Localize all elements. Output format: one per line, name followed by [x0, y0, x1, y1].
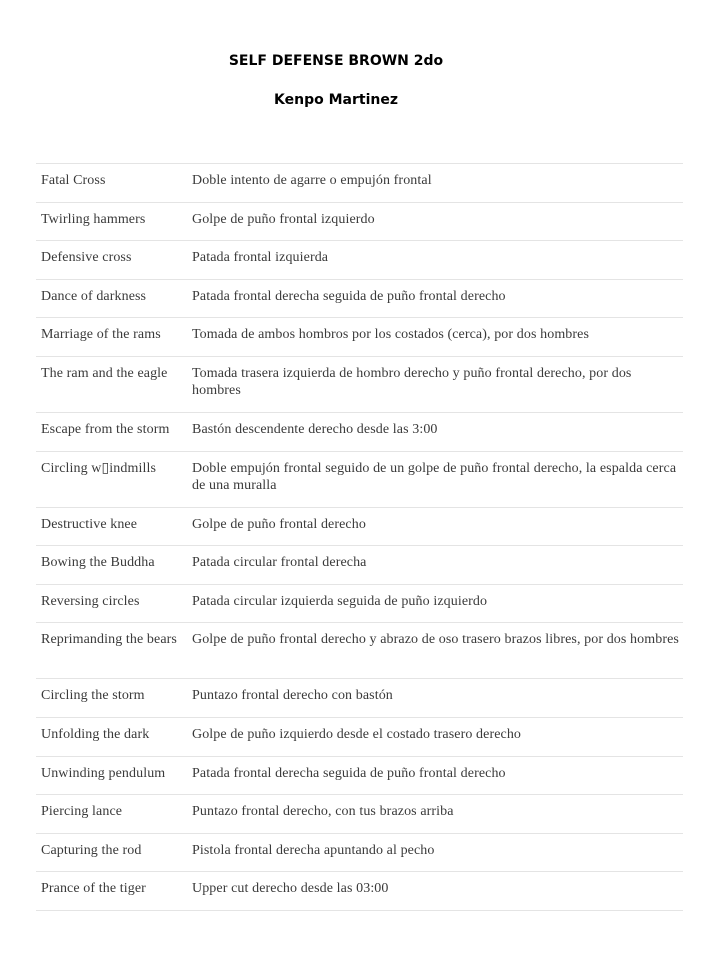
- technique-description: Golpe de puño izquierdo desde el costado trasero derecho: [192, 726, 522, 742]
- technique-description: Puntazo frontal derecho, con tus brazos arriba: [192, 804, 454, 820]
- technique-name: Capturing the rod: [41, 842, 142, 858]
- technique-name: Prance of the tiger: [41, 881, 146, 897]
- technique-description: Patada circular izquierda seguida de puño izquierdo: [192, 593, 488, 609]
- technique-name: Bowing the Buddha: [41, 555, 155, 571]
- technique-name: Unwinding pendulum: [41, 765, 166, 781]
- table-row: [36, 795, 683, 834]
- table-row: [36, 834, 683, 873]
- technique-name: Twirling hammers: [41, 211, 146, 227]
- technique-name: Piercing lance: [41, 804, 123, 820]
- techniques-table: [36, 163, 683, 911]
- technique-description: Patada frontal derecha seguida de puño frontal derecho: [192, 288, 506, 304]
- table-row: [36, 872, 683, 911]
- table-row: [36, 546, 683, 585]
- technique-description: Doble empujón frontal seguido de un golpe de puño frontal derecho, la espalda cerca de una muralla: [192, 460, 677, 493]
- technique-name: Dance of darkness: [41, 288, 147, 304]
- document-subtitle: Kenpo Martinez: [274, 92, 398, 108]
- technique-name: The ram and the eagle: [41, 365, 168, 381]
- technique-description: Pistola frontal derecha apuntando al pecho: [192, 842, 435, 858]
- table-row: [36, 718, 683, 757]
- technique-name: Unfolding the dark: [41, 726, 150, 742]
- technique-description: Patada frontal izquierda: [192, 250, 329, 266]
- technique-description: Tomada de ambos hombros por los costados (cerca), por dos hombres: [192, 327, 590, 343]
- technique-description: Puntazo frontal derecho con bastón: [192, 688, 393, 704]
- technique-description: Bastón descendente derecho desde las 3:00: [192, 421, 438, 437]
- table-row: [36, 357, 683, 413]
- table-row: [36, 413, 683, 452]
- document-title: SELF DEFENSE BROWN 2do: [228, 53, 444, 69]
- table-row: [36, 164, 683, 203]
- technique-description: Upper cut derecho desde las 03:00: [192, 881, 389, 897]
- technique-name: Destructive knee: [41, 516, 138, 532]
- table-row: [36, 623, 683, 679]
- technique-description: Patada circular frontal derecha: [192, 555, 367, 571]
- technique-name: Circling w▯indmills: [41, 460, 156, 476]
- technique-description: Tomada trasera izquierda de hombro derecho y puño frontal derecho, por dos hombres: [192, 365, 632, 398]
- technique-name: Fatal Cross: [41, 173, 106, 188]
- table-row: [36, 757, 683, 796]
- technique-description: Golpe de puño frontal izquierdo: [192, 211, 375, 227]
- technique-description: Patada frontal derecha seguida de puño frontal derecho: [192, 765, 506, 781]
- table-row: [36, 318, 683, 357]
- technique-name: Escape from the storm: [41, 421, 170, 437]
- table-row: [36, 585, 683, 624]
- table-row: [36, 280, 683, 319]
- table-row: [36, 241, 683, 280]
- technique-name: Marriage of the rams: [41, 327, 161, 343]
- technique-name: Reversing circles: [41, 593, 140, 609]
- table-row: [36, 508, 683, 547]
- technique-description: Golpe de puño frontal derecho y abrazo de oso trasero brazos libres, por dos hombres: [192, 632, 679, 648]
- technique-description: Golpe de puño frontal derecho: [192, 516, 366, 532]
- table-row: [36, 679, 683, 718]
- technique-description: Doble intento de agarre o empujón frontal: [192, 173, 432, 188]
- technique-name: Circling the storm: [41, 688, 145, 704]
- technique-name: Reprimanding the bears: [41, 632, 177, 648]
- table-row: [36, 452, 683, 508]
- table-row: [36, 203, 683, 242]
- technique-name: Defensive cross: [41, 250, 132, 266]
